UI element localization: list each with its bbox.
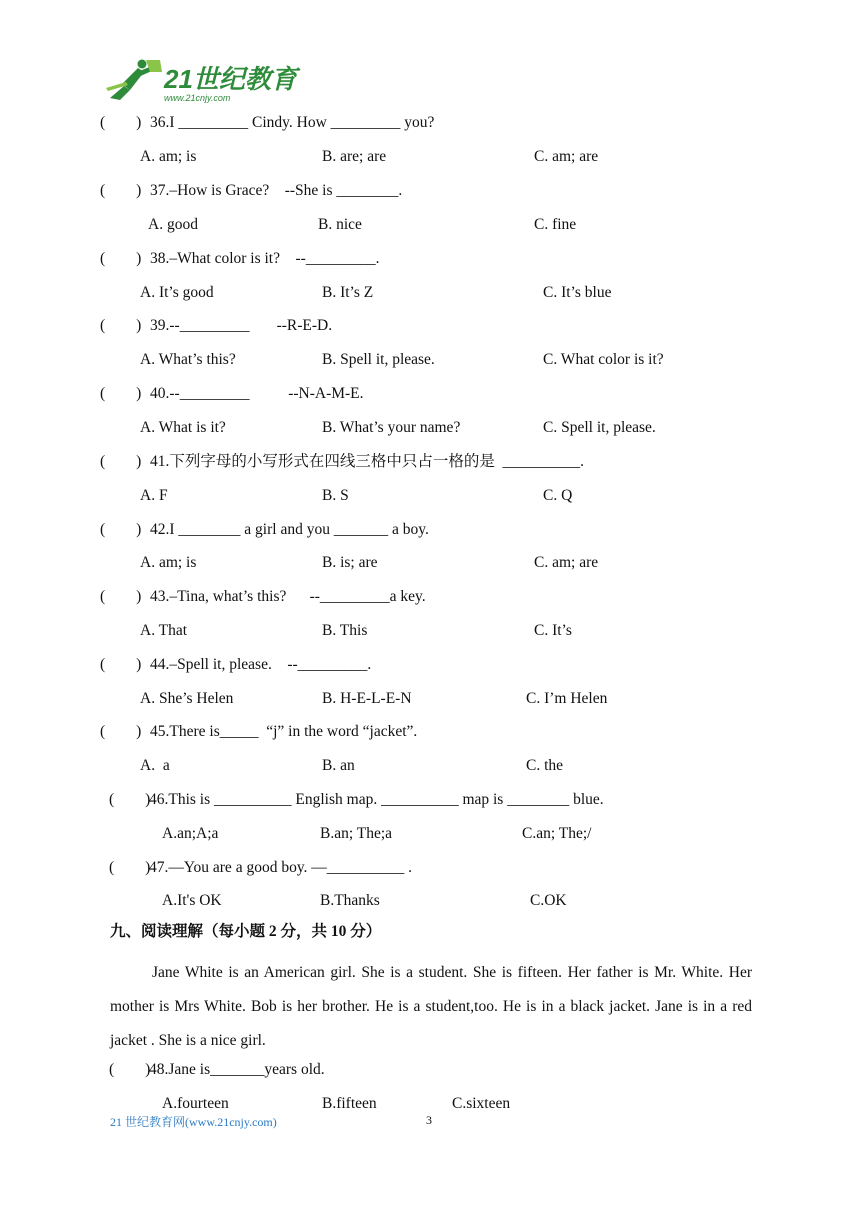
option-c: C. am; are — [534, 554, 599, 571]
option-b: B. This — [322, 622, 368, 639]
option-b: B. Spell it, please. — [322, 351, 435, 368]
option-b: B. What’s your name? — [322, 419, 461, 436]
question-stem: 46.This is __________ English map. __________ map is ________ blue. — [149, 791, 604, 808]
question-stem: 38.–What color is it? --_________. — [150, 250, 380, 267]
answer-paren: ( ) — [100, 182, 142, 199]
question-stem: 48.Jane is_______years old. — [149, 1061, 325, 1078]
option-c: C. What color is it? — [543, 351, 664, 368]
option-b: B.fifteen — [322, 1095, 377, 1112]
question-stem: 44.–Spell it, please. --_________. — [150, 656, 372, 673]
option-a: A. What is it? — [140, 419, 226, 436]
option-b: B. H-E-L-E-N — [322, 690, 412, 707]
option-b: B.Thanks — [320, 892, 380, 909]
option-b: B. are; are — [322, 148, 387, 165]
answer-paren: ( ) — [100, 385, 142, 402]
option-c: C. the — [526, 757, 564, 774]
option-c: C. It’s blue — [543, 284, 612, 301]
option-c: C. I’m Helen — [526, 690, 608, 707]
question-stem: 40.--_________ --N-A-M-E. — [150, 385, 364, 402]
page-number: 3 — [426, 1113, 432, 1127]
option-c: C. fine — [534, 216, 577, 233]
answer-paren: ( ) — [100, 114, 142, 131]
option-b: B. S — [322, 487, 349, 504]
option-b: B. nice — [318, 216, 362, 233]
option-b: B. is; are — [322, 554, 378, 571]
answer-paren: ( ) — [100, 521, 142, 538]
option-b: B. It’s Z — [322, 284, 374, 301]
logo-url: www.21cnjy.com — [164, 93, 231, 103]
question-stem: 47.—You are a good boy. —__________ . — [149, 859, 413, 876]
option-a: A.It's OK — [162, 892, 222, 909]
section-heading: 九、阅读理解（每小题 2 分，共 10 分） — [110, 923, 382, 940]
answer-paren: ( ) — [100, 588, 142, 605]
option-c: C. Q — [543, 487, 573, 504]
option-a: A.an;A;a — [162, 825, 219, 842]
option-a: A. a — [140, 757, 170, 774]
question-stem: 41.下列字母的小写形式在四线三格中只占一格的是 __________. — [150, 453, 585, 470]
logo — [104, 58, 297, 104]
question-stem: 37.–How is Grace? --She is ________. — [150, 182, 403, 199]
question-stem: 45.There is_____ “j” in the word “jacket”. — [150, 723, 418, 740]
question-stem: 36.I _________ Cindy. How _________ you? — [150, 114, 435, 131]
option-b: B.an; The;a — [320, 825, 393, 842]
answer-paren: ( ) — [100, 656, 142, 673]
answer-paren: ( ) — [100, 250, 142, 267]
option-c: C. Spell it, please. — [543, 419, 656, 436]
question-stem: 43.–Tina, what’s this? --_________a key. — [150, 588, 426, 605]
option-a: A. am; is — [140, 148, 197, 165]
option-c: C. It’s — [534, 622, 572, 639]
answer-paren: ( ) — [100, 723, 142, 740]
logo-text: 21世纪教育 — [164, 64, 297, 94]
option-b: B. an — [322, 757, 355, 774]
question-stem: 42.I ________ a girl and you _______ a boy. — [150, 521, 429, 538]
option-a: A. am; is — [140, 554, 197, 571]
option-a: A. F — [140, 487, 168, 504]
option-a: A. That — [140, 622, 188, 639]
option-a: A. It’s good — [140, 284, 214, 301]
option-a: A.fourteen — [162, 1095, 229, 1112]
runner-icon — [106, 60, 162, 101]
reading-passage — [110, 956, 752, 1058]
option-a: A. She’s Helen — [140, 690, 234, 707]
passage-text: Jane White is an American girl. She is a student. She is fifteen. Her father is Mr. White. Her mother is Mrs White. Bob is her brother. He is a student,too. He is in a black jacket. Jane is in a red jacket . She is a nice girl. — [110, 964, 752, 1049]
option-c: C.OK — [530, 892, 567, 909]
option-a: A. good — [148, 216, 198, 233]
option-c: C.an; The;/ — [522, 825, 592, 842]
answer-paren: ( ) — [109, 859, 151, 876]
question-stem: 39.--_________ --R-E-D. — [150, 317, 333, 334]
option-c: C.sixteen — [452, 1095, 511, 1112]
option-c: C. am; are — [534, 148, 599, 165]
answer-paren: ( ) — [109, 1061, 151, 1078]
answer-paren: ( ) — [109, 791, 151, 808]
answer-paren: ( ) — [100, 453, 142, 470]
footer-site: 21 世纪教育网(www.21cnjy.com) — [110, 1115, 277, 1129]
answer-paren: ( ) — [100, 317, 142, 334]
option-a: A. What’s this? — [140, 351, 236, 368]
